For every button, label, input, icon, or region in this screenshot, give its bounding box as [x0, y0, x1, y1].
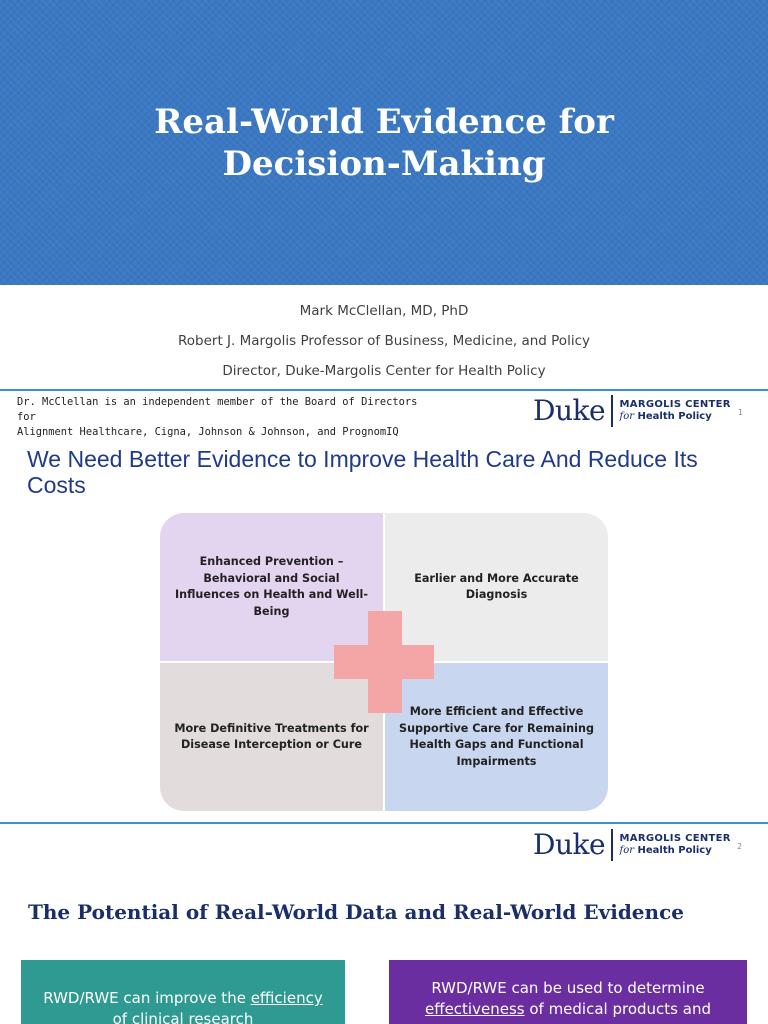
- effectiveness-box: [389, 960, 747, 1024]
- author-title-1: Robert J. Margolis Professor of Business, Medicine, and Policy: [178, 333, 590, 349]
- effectiveness-box-line2: [389, 999, 747, 1020]
- disclaimer-line-2: Alignment Healthcare, Cigna, Johnson & Johnson, and PrognomIQ: [17, 426, 399, 438]
- effectiveness-box-suffix: of medical products and: [524, 1000, 711, 1018]
- slide1-title: [84, 101, 684, 185]
- efficiency-box-line1: [21, 988, 345, 1009]
- quadrant-supportive-care: More Efficient and Effective Supportive Care for Remaining Health Gaps and Functional Impairments: [385, 663, 608, 811]
- margolis-center-health-policy-2: Health Policy: [637, 845, 712, 856]
- margolis-center-text: [620, 399, 731, 423]
- author-name: Mark McClellan, MD, PhD: [299, 303, 469, 319]
- effectiveness-term: effectiveness: [425, 1000, 525, 1018]
- author-title-2: Director, Duke-Margolis Center for Health Policy: [222, 363, 546, 379]
- duke-margolis-logo: [533, 395, 731, 427]
- margolis-center-for-2: for: [619, 845, 635, 856]
- duke-margolis-logo-2: [533, 829, 731, 861]
- slide3-title: The Potential of Real-World Data and Real-World Evidence: [28, 900, 684, 924]
- quadrant-diagnosis: Earlier and More Accurate Diagnosis: [385, 513, 608, 661]
- quadrant-prevention: Enhanced Prevention – Behavioral and Social Influences on Health and Well-Being: [160, 513, 383, 661]
- duke-wordmark: Duke: [533, 394, 606, 427]
- efficiency-box-prefix: RWD/RWE can improve the: [43, 989, 251, 1007]
- effectiveness-box-line1: RWD/RWE can be used to determine: [431, 979, 705, 997]
- slide1-title-line2: Decision-Making: [222, 143, 546, 184]
- margolis-center-health-policy: Health Policy: [637, 411, 712, 422]
- efficiency-box-line2: of clinical research: [112, 1010, 254, 1024]
- margolis-center-line1: MARGOLIS CENTER: [619, 399, 731, 410]
- margolis-center-line2-2: [620, 845, 731, 857]
- page-number-2: 2: [737, 842, 743, 851]
- logo-separator: [611, 395, 613, 427]
- title-banner: [0, 0, 768, 285]
- disclaimer: [17, 395, 437, 440]
- duke-wordmark-2: Duke: [533, 828, 606, 861]
- quadrant-treatments: More Definitive Treatments for Disease Interception or Cure: [160, 663, 383, 811]
- efficiency-box: [21, 960, 345, 1024]
- logo-separator-2: [611, 829, 613, 861]
- page-number-1: 1: [738, 408, 744, 417]
- margolis-center-line1-2: MARGOLIS CENTER: [619, 833, 731, 844]
- disclaimer-line-1: Dr. McClellan is an independent member of the Board of Directors for: [17, 396, 418, 423]
- plus-cross-icon-horizontal: [334, 645, 434, 679]
- author-block: [0, 296, 768, 386]
- slide1-title-line1: Real-World Evidence for: [154, 101, 614, 142]
- slide-divider-2: [0, 822, 768, 824]
- efficiency-term: efficiency: [250, 989, 323, 1007]
- slide2-title: We Need Better Evidence to Improve Health Care And Reduce Its Costs: [27, 446, 698, 498]
- margolis-center-for: for: [619, 411, 635, 422]
- margolis-center-text-2: [620, 833, 731, 857]
- margolis-center-line2: [620, 411, 731, 423]
- slide-divider-1: [0, 389, 768, 391]
